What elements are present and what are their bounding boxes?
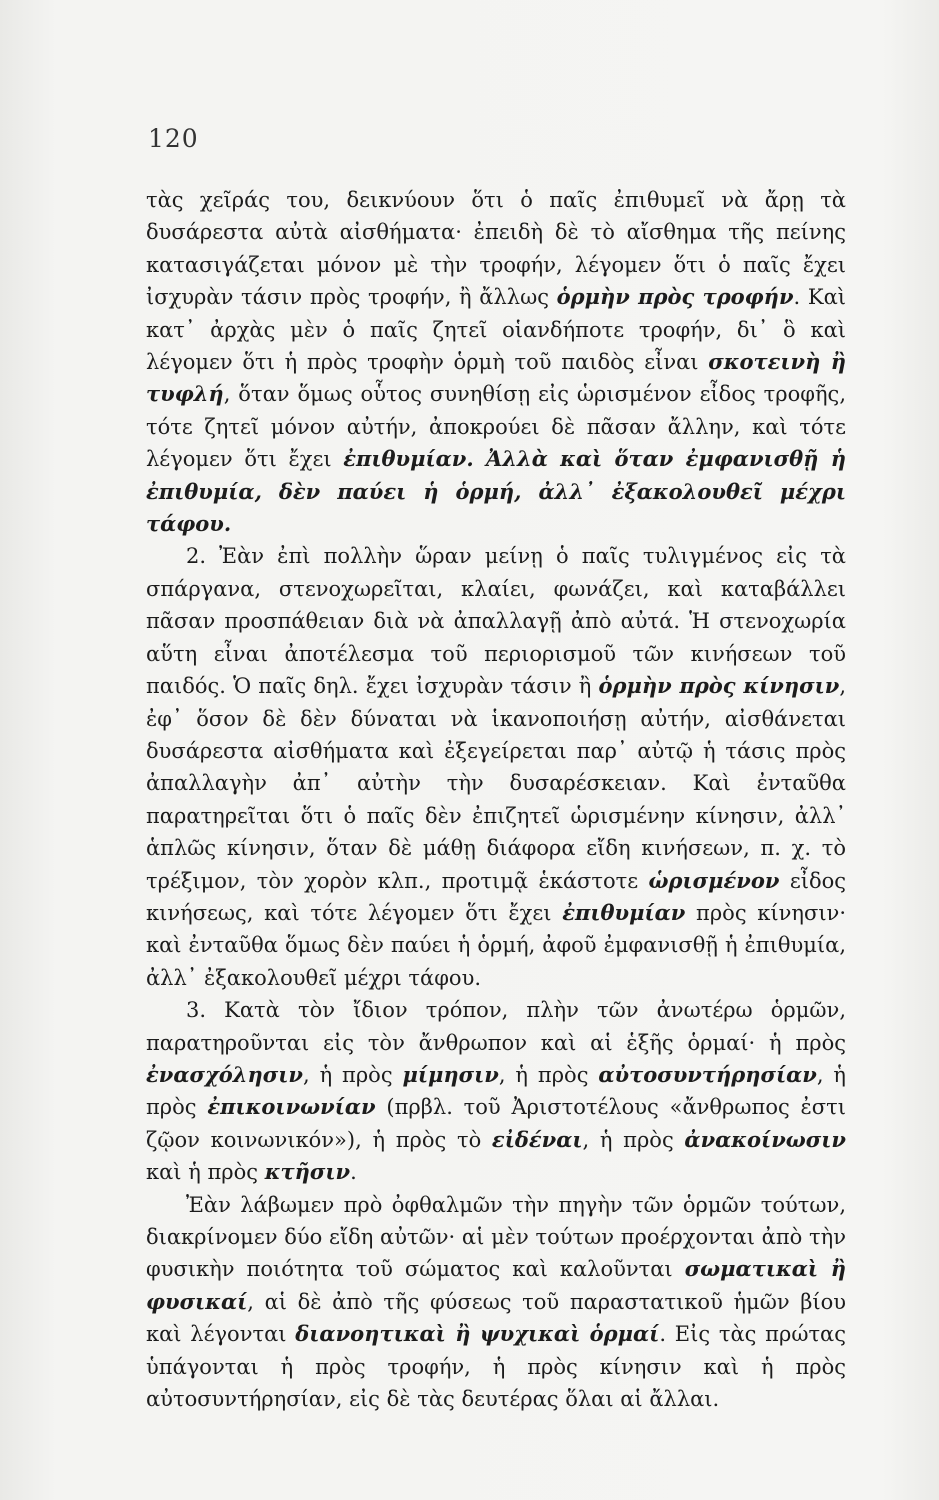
page-number: 120	[148, 124, 199, 153]
body-text	[146, 184, 846, 1415]
emphasis-run: σωματικαὶ ἢ φυσικαί	[146, 1256, 846, 1314]
text-run: 3. Κατὰ τὸν ἴδιον τρόπον, πλὴν τῶν ἀνωτέρω ὁρμῶν, παρατηροῦνται εἰς τὸν ἄνθρωπον καὶ αἱ ἑξῆς ὁρμαί· ἡ πρὸς	[146, 998, 846, 1055]
text-run: , ἡ πρὸς	[303, 1062, 403, 1087]
text-run: , ἐφ᾿ ὅσον δὲ δὲν δύναται νὰ ἱκανοποιήσῃ αὐτήν, αἰσθάνεται δυσάρεστα αἰσθήματα καὶ ἐξεγείρεται παρ᾿ αὐτῷ ἡ τάσις πρὸς ἀπαλλαγὴν ἀπ᾿ αὐτὴν τὴν δυσαρέσκειαν. Καὶ ἐνταῦθα παρατηρεῖται ὅτι ὁ παῖς δὲν ἐπιζητεῖ ὡρισμένην κίνησιν, ἀλλ᾿ ἁπλῶς κίνησιν, ὅταν δὲ μάθῃ διάφορα εἴδη κινήσεων, π. χ. τὸ τρέξιμον, τὸν χορὸν κλπ., προτιμᾷ ἑκάστοτε	[146, 674, 846, 893]
text-run: .	[350, 1160, 357, 1185]
emphasis-run: ὁρμὴν πρὸς τροφήν	[556, 284, 794, 310]
paragraph-3	[146, 994, 846, 1188]
text-run: . Εἰς τὰς πρώτας ὑπάγονται ἡ πρὸς τροφήν, ἡ πρὸς κίνησιν καὶ ἡ πρὸς αὐτοσυντήρησίαν, εἰς δὲ τὰς δευτέρας ὅλαι αἱ ἄλλαι.	[146, 1322, 846, 1412]
text-run: τὰς χεῖράς του, δεικνύουν ὅτι ὁ παῖς ἐπιθυμεῖ νὰ ἄρῃ τὰ δυσάρεστα αὐτὰ αἰσθήματα· ἐπειδὴ δὲ τὸ αἴσθημα τῆς πείνης κατασιγάζεται μόνον μὲ τὴν τροφήν, λέγομεν ὅτι ὁ παῖς ἔχει ἰσχυρὰν τάσιν πρὸς τροφήν, ἢ ἄλλως	[146, 188, 846, 310]
emphasis-run: σκοτεινὴ ἢ τυφλή	[146, 349, 846, 407]
emphasis-run: κτῆσιν	[264, 1159, 351, 1185]
text-run: εἶδος κινήσεως, καὶ τότε λέγομεν ὅτι ἔχει	[146, 868, 846, 925]
emphasis-run: ὁρμὴν πρὸς κίνησιν	[598, 673, 840, 699]
text-run: καὶ ἡ πρὸς	[146, 1160, 265, 1185]
text-run: (πρβλ. τοῦ Ἀριστοτέλους «ἄνθρωπος ἐστι ζῷον κοινωνικόν»), ἡ πρὸς τὸ	[146, 1095, 846, 1152]
text-run: , ὅταν ὅμως οὗτος συνηθίσῃ εἰς ὡρισμένον εἶδος τροφῆς, τότε ζητεῖ μόνον αὐτήν, ἀποκρούει δὲ πᾶσαν ἄλλην, καὶ τότε λέγομεν ὅτι ἔχει	[146, 382, 846, 472]
text-run: , ἡ πρὸς	[498, 1062, 599, 1087]
text-run: πρὸς κίνησιν· καὶ ἐνταῦθα ὅμως δὲν παύει ἡ ὁρμή, ἀφοῦ ἐμφανισθῇ ἡ ἐπιθυμία, ἀλλ᾿ ἐξακολουθεῖ μέχρι τάφου.	[146, 900, 846, 990]
text-run: , αἱ δὲ ἀπὸ τῆς φύσεως τοῦ παραστατικοῦ ἡμῶν βίου καὶ λέγονται	[146, 1289, 846, 1347]
paragraph-2	[146, 540, 846, 994]
emphasis-run: αὐτοσυντήρησίαν	[598, 1061, 817, 1087]
text-run: , ἡ πρὸς	[146, 1062, 846, 1120]
emphasis-run: μίμησιν	[402, 1061, 499, 1087]
emphasis-run: ἐπιθυμίαν. Ἀλλὰ καὶ ὅταν ἐμφανισθῇ ἡ ἐπιθυμία, δὲν παύει ἡ ὁρμή, ἀλλ᾿ ἐξακολουθεῖ μέχρι τάφου.	[146, 446, 846, 537]
paragraph-1	[146, 184, 846, 540]
emphasis-run: ἐπιθυμίαν	[562, 899, 686, 925]
text-run: Ἐὰν λάβωμεν πρὸ ὀφθαλμῶν τὴν πηγὴν τῶν ὁρμῶν τούτων, διακρίνομεν δύο εἴδη αὐτῶν· αἱ μὲν τούτων προέρχονται ἀπὸ τὴν φυσικὴν ποιότητα τοῦ σώματος καὶ καλοῦνται	[146, 1192, 846, 1282]
emphasis-run: ἐπικοινωνίαν	[207, 1094, 376, 1120]
text-run: 2. Ἐὰν ἐπὶ πολλὴν ὥραν μείνῃ ὁ παῖς τυλιγμένος εἰς τὰ σπάργανα, στενοχωρεῖται, κλαίει, φωνάζει, καὶ καταβάλλει πᾶσαν προσπάθειαν διὰ νὰ ἀπαλλαγῇ ἀπὸ αὐτά. Ἡ στενοχωρία αὕτη εἶναι ἀποτέλεσμα τοῦ περιορισμοῦ τῶν κινήσεων τοῦ παιδός. Ὁ παῖς δηλ. ἔχει ἰσχυρὰν τάσιν ἢ	[146, 544, 846, 699]
text-run: , ἡ πρὸς	[582, 1127, 685, 1152]
emphasis-run: εἰδέναι	[491, 1126, 583, 1152]
emphasis-run: ἐνασχόλησιν	[146, 1061, 304, 1087]
text-run: . Καὶ κατ᾿ ἀρχὰς μὲν ὁ παῖς ζητεῖ οἱανδήποτε τροφήν, δι᾿ ὃ καὶ λέγομεν ὅτι ἡ πρὸς τροφὴν ὁρμὴ τοῦ παιδὸς εἶναι	[146, 285, 846, 375]
paragraph-4	[146, 1189, 846, 1416]
emphasis-run: ἀνακοίνωσιν	[684, 1126, 846, 1152]
emphasis-run: ὡρισμένον	[648, 867, 780, 893]
emphasis-run: διανοητικαὶ ἢ ψυχικαὶ ὁρμαί	[295, 1321, 660, 1347]
